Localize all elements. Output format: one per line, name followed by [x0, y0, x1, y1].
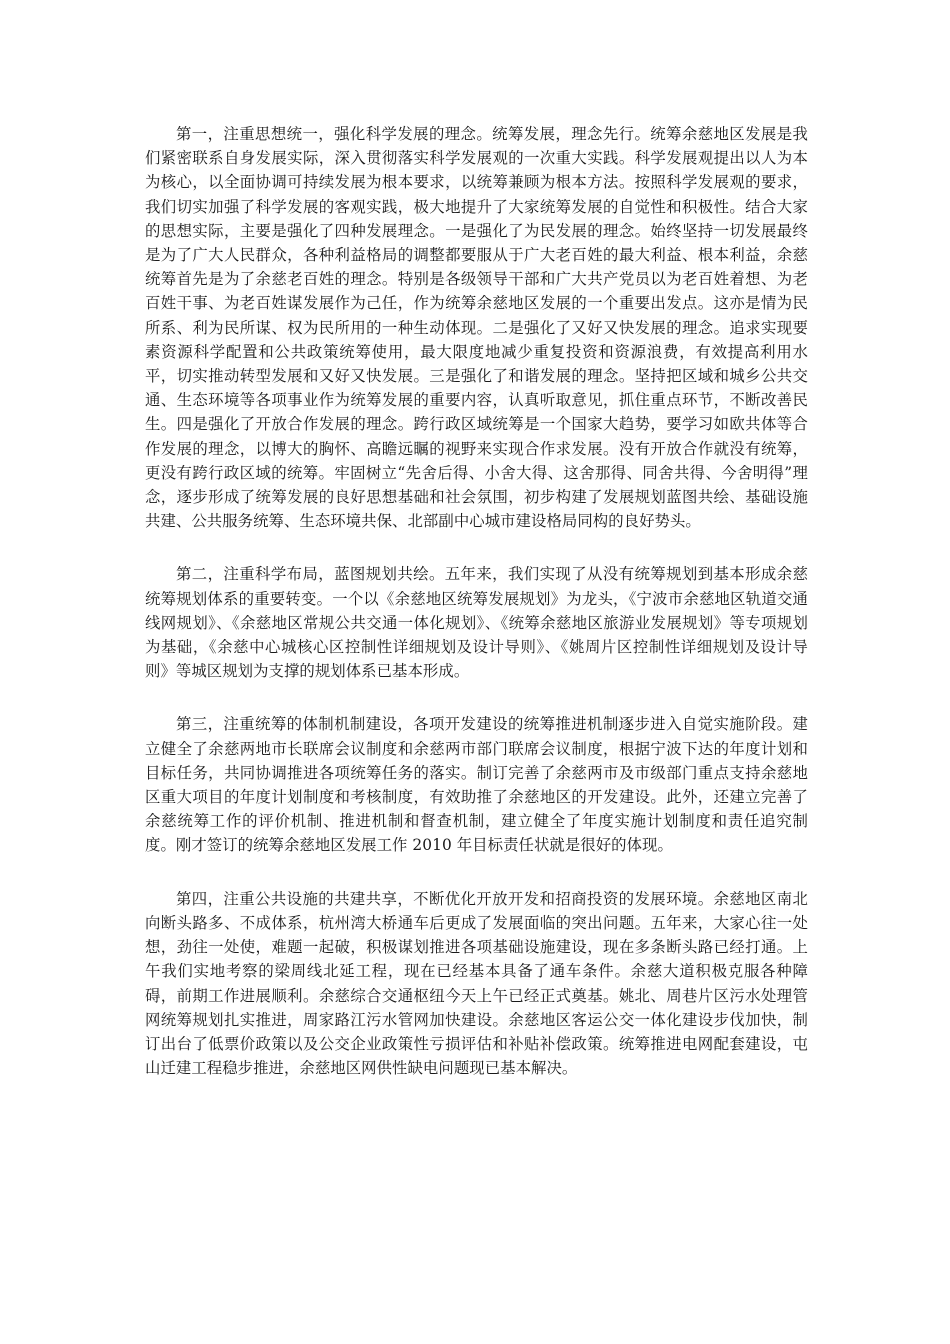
paragraph-3: 第三，注重统筹的体制机制建设，各项开发建设的统筹推进机制逐步进入自觉实施阶段。建立健全了余慈两地市长联席会议制度和余慈两市部门联席会议制度，根据宁波下达的年度计划和目标任务，共同协调推进各项统筹任务的落实。制订完善了余慈两市及市级部门重点支持余慈地区重大项目的年度计划制度和考核制度，有效助推了余慈地区的开发建设。此外，还建立完善了余慈统筹工作的评价机制、推进机制和督查机制，建立健全了年度实施计划制度和责任追究制度。刚才签订的统筹余慈地区发展工作 2010 年目标责任状就是很好的体现。 — [145, 715, 808, 855]
paragraph-4: 第四，注重公共设施的共建共享，不断优化开放开发和招商投资的发展环境。余慈地区南北向断头路多、不成体系，杭州湾大桥通车后更成了发展面临的突出问题。五年来，大家心往一处想，劲往一处使，难题一起破，积极谋划推进各项基础设施建设，现在多条断头路已经打通。上午我们实地考察的梁周线北延工程，现在已经基本具备了通车条件。余慈大道积极克服各种障碍，前期工作进展顺利。余慈综合交通枢纽今天上午已经正式奠基。姚北、周巷片区污水处理管网统筹规划扎实推进，周家路江污水管网加快建设。余慈地区客运公交一体化建设步伐加快，制订出台了低票价政策以及公交企业政策性亏损评估和补贴补偿政策。统筹推进电网配套建设，屯山迁建工程稳步推进，余慈地区网供性缺电问题现已基本解决。 — [145, 889, 808, 1078]
paragraph-1: 第一，注重思想统一，强化科学发展的理念。统筹发展，理念先行。统筹余慈地区发展是我们紧密联系自身发展实际，深入贯彻落实科学发展观的一次重大实践。科学发展观提出以人为本为核心，以全面协调可持续发展为根本要求，以统筹兼顾为根本方法。按照科学发展观的要求，我们切实加强了科学发展的客观实践，极大地提升了大家统筹发展的自觉性和积极性。结合大家的思想实际，主要是强化了四种发展理念。一是强化了为民发展的理念。始终坚持一切发展最终是为了广大人民群众，各种利益格局的调整都要服从于广大老百姓的最大利益、根本利益，余慈统筹首先是为了余慈老百姓的理念。特别是各级领导干部和广大共产党员以为老百姓着想、为老百姓干事、为老百姓谋发展作为己任，作为统筹余慈地区发展的一个重要出发点。这亦是情为民所系、利为民所谋、权为民所用的一种生动体现。二是强化了又好又快发展的理念。追求实现要素资源科学配置和公共政策统筹使用，最大限度地减少重复投资和资源浪费，有效提高利用水平，切实推动转型发展和又好又快发展。三是强化了和谐发展的理念。坚持把区域和城乡公共交通、生态环境等各项事业作为统筹发展的重要内容，认真听取意见，抓住重点环节，不断改善民生。四是强化了开放合作发展的理念。跨行政区域统筹是一个国家大趋势，要学习如欧共体等合作发展的理念，以博大的胸怀、高瞻远瞩的视野来实现合作求发展。没有开放合作就没有统筹，更没有跨行政区域的统筹。牢固树立“先舍后得、小舍大得、这舍那得、同舍共得、今舍明得”理念，逐步形成了统筹发展的良好思想基础和社会氛围，初步构建了发展规划蓝图共绘、基础设施共建、公共服务统筹、生态环境共保、北部副中心城市建设格局同构的良好势头。 — [145, 125, 808, 531]
document-page — [145, 122, 808, 1109]
paragraph-2: 第二，注重科学布局，蓝图规划共绘。五年来，我们实现了从没有统筹规划到基本形成余慈统筹规划体系的重要转变。一个以《余慈地区统筹发展规划》为龙头，《宁波市余慈地区轨道交通线网规划》、《余慈地区常规公共交通一体化规划》、《统筹余慈地区旅游业发展规划》等专项规划为基础，《余慈中心城核心区控制性详细规划及设计导则》、《姚周片区控制性详细规划及设计导则》等城区规划为支撑的规划体系已基本形成。 — [145, 565, 808, 681]
